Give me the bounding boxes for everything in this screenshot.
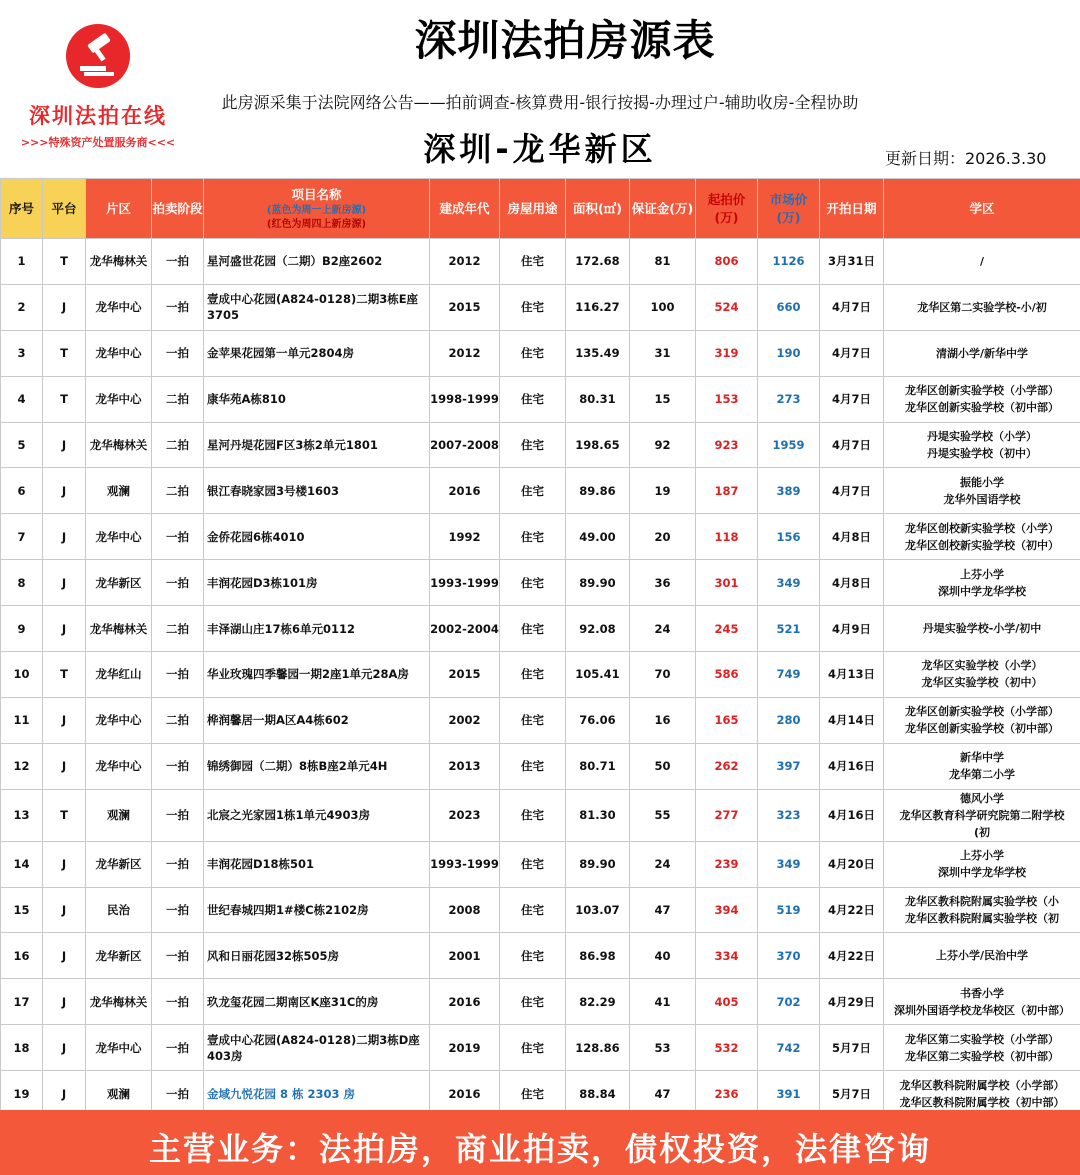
- cell-no: 1: [1, 239, 43, 285]
- cell-start-price: 524: [696, 284, 758, 330]
- cell-built: 2008: [430, 887, 500, 933]
- cell-built: 2002-2004: [430, 606, 500, 652]
- cell-start-price: 319: [696, 330, 758, 376]
- cell-market-price: 389: [758, 468, 820, 514]
- table-row: [1, 606, 1080, 652]
- cell-stage: 一拍: [152, 887, 204, 933]
- cell-size: 103.07: [566, 887, 630, 933]
- cell-stage: 二拍: [152, 697, 204, 743]
- cell-built: 1992: [430, 514, 500, 560]
- cell-usage: 住宅: [500, 1025, 566, 1071]
- cell-size: 116.27: [566, 284, 630, 330]
- cell-area: 民治: [86, 887, 152, 933]
- cell-size: 76.06: [566, 697, 630, 743]
- cell-stage: 一拍: [152, 330, 204, 376]
- cell-built: 2002: [430, 697, 500, 743]
- cell-size: 81.30: [566, 789, 630, 841]
- cell-platform: J: [43, 1071, 86, 1117]
- cell-usage: 住宅: [500, 239, 566, 285]
- cell-deposit: 50: [630, 743, 696, 789]
- cell-no: 12: [1, 743, 43, 789]
- cell-school: 德风小学 龙华区教育科学研究院第二附学校 (初: [884, 789, 1080, 841]
- cell-school: 清湖小学/新华中学: [884, 330, 1080, 376]
- col-stage: 拍卖阶段: [152, 179, 204, 239]
- cell-school: 龙华区教科院附属学校（小学部） 龙华区教科院附属学校（初中部）: [884, 1071, 1080, 1117]
- cell-usage: 住宅: [500, 514, 566, 560]
- cell-start-price: 187: [696, 468, 758, 514]
- cell-deposit: 19: [630, 468, 696, 514]
- cell-school: 丹堤实验学校（小学） 丹堤实验学校（初中）: [884, 422, 1080, 468]
- cell-auction-date: 4月16日: [820, 743, 884, 789]
- cell-school: 上芬小学 深圳中学龙华学校: [884, 560, 1080, 606]
- cell-market-price: 749: [758, 652, 820, 698]
- cell-no: 9: [1, 606, 43, 652]
- table-row: [1, 789, 1080, 841]
- listing-table: [0, 178, 1080, 1117]
- table-row: [1, 841, 1080, 887]
- table-row: [1, 697, 1080, 743]
- col-built: 建成年代: [430, 179, 500, 239]
- cell-stage: 一拍: [152, 652, 204, 698]
- cell-start-price: 532: [696, 1025, 758, 1071]
- cell-area: 龙华中心: [86, 514, 152, 560]
- cell-school: 新华中学 龙华第二小学: [884, 743, 1080, 789]
- cell-start-price: 239: [696, 841, 758, 887]
- cell-area: 观澜: [86, 468, 152, 514]
- cell-school: 上芬小学/民治中学: [884, 933, 1080, 979]
- cell-project: 玖龙玺花园二期南区K座31C的房: [204, 979, 430, 1025]
- cell-built: 2016: [430, 979, 500, 1025]
- cell-area: 龙华梅林关: [86, 606, 152, 652]
- cell-project: 风和日丽花园32栋505房: [204, 933, 430, 979]
- col-school: 学区: [884, 179, 1080, 239]
- cell-area: 龙华梅林关: [86, 979, 152, 1025]
- cell-school: 龙华区第二实验学校-小/初: [884, 284, 1080, 330]
- cell-market-price: 273: [758, 376, 820, 422]
- cell-market-price: 1126: [758, 239, 820, 285]
- cell-market-price: 702: [758, 979, 820, 1025]
- cell-project: 金侨花园6栋4010: [204, 514, 430, 560]
- cell-no: 13: [1, 789, 43, 841]
- col-usage: 房屋用途: [500, 179, 566, 239]
- cell-deposit: 24: [630, 841, 696, 887]
- cell-deposit: 81: [630, 239, 696, 285]
- cell-project: 星河盛世花园（二期）B2座2602: [204, 239, 430, 285]
- cell-start-price: 586: [696, 652, 758, 698]
- table-row: [1, 1025, 1080, 1071]
- cell-deposit: 24: [630, 606, 696, 652]
- cell-area: 龙华新区: [86, 841, 152, 887]
- cell-no: 11: [1, 697, 43, 743]
- table-row: [1, 376, 1080, 422]
- cell-no: 19: [1, 1071, 43, 1117]
- cell-platform: T: [43, 376, 86, 422]
- cell-size: 80.71: [566, 743, 630, 789]
- cell-size: 86.98: [566, 933, 630, 979]
- cell-stage: 一拍: [152, 841, 204, 887]
- cell-no: 18: [1, 1025, 43, 1071]
- region-title: 深圳-龙华新区: [423, 130, 657, 168]
- cell-stage: 一拍: [152, 284, 204, 330]
- cell-usage: 住宅: [500, 468, 566, 514]
- cell-stage: 二拍: [152, 606, 204, 652]
- cell-school: 龙华区创新实验学校（小学部） 龙华区创新实验学校（初中部）: [884, 697, 1080, 743]
- cell-usage: 住宅: [500, 697, 566, 743]
- cell-auction-date: 5月7日: [820, 1025, 884, 1071]
- table-row: [1, 422, 1080, 468]
- cell-size: 80.31: [566, 376, 630, 422]
- cell-market-price: 349: [758, 841, 820, 887]
- cell-start-price: 262: [696, 743, 758, 789]
- cell-project: 华业玫瑰四季馨园一期2座1单元28A房: [204, 652, 430, 698]
- cell-project: 锦绣御园（二期）8栋B座2单元4H: [204, 743, 430, 789]
- cell-start-price: 334: [696, 933, 758, 979]
- col-auction-date: 开拍日期: [820, 179, 884, 239]
- cell-deposit: 41: [630, 979, 696, 1025]
- cell-usage: 住宅: [500, 789, 566, 841]
- cell-stage: 一拍: [152, 789, 204, 841]
- cell-size: 82.29: [566, 979, 630, 1025]
- cell-auction-date: 4月22日: [820, 933, 884, 979]
- cell-area: 观澜: [86, 1071, 152, 1117]
- logo-name: 深圳法拍在线: [29, 104, 167, 128]
- cell-project: 金苹果花园第一单元2804房: [204, 330, 430, 376]
- cell-platform: J: [43, 933, 86, 979]
- col-project-note-blue: (蓝色为周一上新房源): [266, 204, 367, 216]
- cell-school: 书香小学 深圳外国语学校龙华校区（初中部）: [884, 979, 1080, 1025]
- cell-school: 龙华区创校新实验学校（小学） 龙华区创校新实验学校（初中）: [884, 514, 1080, 560]
- cell-start-price: 277: [696, 789, 758, 841]
- cell-market-price: 323: [758, 789, 820, 841]
- cell-stage: 二拍: [152, 376, 204, 422]
- cell-school: 龙华区实验学校（小学） 龙华区实验学校（初中）: [884, 652, 1080, 698]
- cell-project: 星河丹堤花园F区3栋2单元1801: [204, 422, 430, 468]
- cell-usage: 住宅: [500, 841, 566, 887]
- cell-project: 桦润馨居一期A区A4栋602: [204, 697, 430, 743]
- cell-auction-date: 4月9日: [820, 606, 884, 652]
- table-row: [1, 239, 1080, 285]
- cell-deposit: 70: [630, 652, 696, 698]
- cell-no: 2: [1, 284, 43, 330]
- cell-size: 92.08: [566, 606, 630, 652]
- cell-usage: 住宅: [500, 652, 566, 698]
- cell-no: 8: [1, 560, 43, 606]
- cell-platform: J: [43, 841, 86, 887]
- cell-usage: 住宅: [500, 743, 566, 789]
- cell-deposit: 40: [630, 933, 696, 979]
- cell-no: 17: [1, 979, 43, 1025]
- table-row: [1, 652, 1080, 698]
- cell-deposit: 36: [630, 560, 696, 606]
- cell-no: 6: [1, 468, 43, 514]
- cell-size: 105.41: [566, 652, 630, 698]
- table-row: [1, 979, 1080, 1025]
- col-size: 面积(㎡): [566, 179, 630, 239]
- cell-built: 1993-1999: [430, 560, 500, 606]
- cell-start-price: 245: [696, 606, 758, 652]
- cell-built: 2019: [430, 1025, 500, 1071]
- cell-deposit: 31: [630, 330, 696, 376]
- cell-auction-date: 4月16日: [820, 789, 884, 841]
- cell-project: 世纪春城四期1#楼C栋2102房: [204, 887, 430, 933]
- cell-no: 4: [1, 376, 43, 422]
- cell-built: 2012: [430, 239, 500, 285]
- cell-market-price: 349: [758, 560, 820, 606]
- cell-deposit: 47: [630, 887, 696, 933]
- cell-built: 2015: [430, 652, 500, 698]
- cell-deposit: 92: [630, 422, 696, 468]
- cell-platform: J: [43, 422, 86, 468]
- cell-auction-date: 4月8日: [820, 514, 884, 560]
- cell-stage: 一拍: [152, 743, 204, 789]
- cell-market-price: 370: [758, 933, 820, 979]
- cell-size: 88.84: [566, 1071, 630, 1117]
- cell-stage: 一拍: [152, 1071, 204, 1117]
- cell-usage: 住宅: [500, 979, 566, 1025]
- cell-auction-date: 4月7日: [820, 330, 884, 376]
- update-date: 更新日期：2026.3.30: [885, 149, 1047, 168]
- col-deposit: 保证金(万): [630, 179, 696, 239]
- cell-deposit: 47: [630, 1071, 696, 1117]
- cell-market-price: 1959: [758, 422, 820, 468]
- cell-auction-date: 4月7日: [820, 376, 884, 422]
- col-area: 片区: [86, 179, 152, 239]
- cell-project: 银江春晓家园3号楼1603: [204, 468, 430, 514]
- cell-deposit: 100: [630, 284, 696, 330]
- cell-size: 89.86: [566, 468, 630, 514]
- cell-usage: 住宅: [500, 1071, 566, 1117]
- cell-built: 2001: [430, 933, 500, 979]
- cell-stage: 二拍: [152, 422, 204, 468]
- cell-platform: J: [43, 514, 86, 560]
- col-market-price: 市场价(万): [758, 179, 820, 239]
- cell-start-price: 806: [696, 239, 758, 285]
- cell-start-price: 923: [696, 422, 758, 468]
- cell-start-price: 165: [696, 697, 758, 743]
- cell-platform: J: [43, 560, 86, 606]
- cell-stage: 一拍: [152, 560, 204, 606]
- cell-no: 3: [1, 330, 43, 376]
- footer-text: 主营业务：法拍房，商业拍卖，债权投资，法律咨询: [148, 1130, 931, 1168]
- cell-area: 龙华梅林关: [86, 422, 152, 468]
- cell-stage: 一拍: [152, 239, 204, 285]
- table-row: [1, 887, 1080, 933]
- cell-area: 龙华新区: [86, 560, 152, 606]
- table-header-row: [1, 179, 1080, 239]
- col-project: [204, 179, 430, 239]
- cell-no: 10: [1, 652, 43, 698]
- cell-start-price: 394: [696, 887, 758, 933]
- cell-platform: J: [43, 697, 86, 743]
- cell-area: 龙华中心: [86, 697, 152, 743]
- cell-usage: 住宅: [500, 330, 566, 376]
- cell-area: 观澜: [86, 789, 152, 841]
- cell-deposit: 55: [630, 789, 696, 841]
- table-row: [1, 560, 1080, 606]
- cell-stage: 一拍: [152, 514, 204, 560]
- cell-built: 2016: [430, 1071, 500, 1117]
- cell-built: 2016: [430, 468, 500, 514]
- table-row: [1, 284, 1080, 330]
- cell-area: 龙华新区: [86, 933, 152, 979]
- cell-auction-date: 4月13日: [820, 652, 884, 698]
- cell-auction-date: 4月14日: [820, 697, 884, 743]
- cell-school: 龙华区创新实验学校（小学部） 龙华区创新实验学校（初中部）: [884, 376, 1080, 422]
- cell-market-price: 190: [758, 330, 820, 376]
- cell-start-price: 405: [696, 979, 758, 1025]
- cell-usage: 住宅: [500, 606, 566, 652]
- cell-deposit: 16: [630, 697, 696, 743]
- page-title: 深圳法拍房源表: [414, 16, 716, 65]
- cell-no: 14: [1, 841, 43, 887]
- cell-area: 龙华中心: [86, 330, 152, 376]
- cell-school: 上芬小学 深圳中学龙华学校: [884, 841, 1080, 887]
- cell-usage: 住宅: [500, 376, 566, 422]
- header: [0, 0, 1080, 178]
- col-project-label: 项目名称: [291, 186, 342, 202]
- cell-usage: 住宅: [500, 933, 566, 979]
- cell-area: 龙华中心: [86, 284, 152, 330]
- cell-platform: J: [43, 1025, 86, 1071]
- cell-platform: T: [43, 330, 86, 376]
- cell-auction-date: 4月7日: [820, 468, 884, 514]
- cell-area: 龙华中心: [86, 743, 152, 789]
- cell-project: 丰泽湖山庄17栋6单元0112: [204, 606, 430, 652]
- cell-start-price: 301: [696, 560, 758, 606]
- cell-no: 16: [1, 933, 43, 979]
- cell-market-price: 742: [758, 1025, 820, 1071]
- table-row: [1, 933, 1080, 979]
- cell-deposit: 15: [630, 376, 696, 422]
- gavel-icon: [66, 24, 130, 88]
- cell-market-price: 519: [758, 887, 820, 933]
- cell-stage: 二拍: [152, 468, 204, 514]
- cell-project: 丰润花园D3栋101房: [204, 560, 430, 606]
- footer-banner: [0, 1110, 1080, 1175]
- table-row: [1, 468, 1080, 514]
- cell-auction-date: 4月22日: [820, 887, 884, 933]
- table-row: [1, 514, 1080, 560]
- cell-auction-date: 4月20日: [820, 841, 884, 887]
- cell-stage: 一拍: [152, 933, 204, 979]
- cell-school: 龙华区教科院附属实验学校（小 龙华区教科院附属实验学校（初: [884, 887, 1080, 933]
- cell-auction-date: 5月7日: [820, 1071, 884, 1117]
- cell-market-price: 280: [758, 697, 820, 743]
- cell-market-price: 397: [758, 743, 820, 789]
- cell-auction-date: 4月8日: [820, 560, 884, 606]
- cell-area: 龙华梅林关: [86, 239, 152, 285]
- cell-market-price: 391: [758, 1071, 820, 1117]
- cell-start-price: 236: [696, 1071, 758, 1117]
- cell-built: 1998-1999: [430, 376, 500, 422]
- cell-market-price: 660: [758, 284, 820, 330]
- cell-built: 2012: [430, 330, 500, 376]
- table-row: [1, 330, 1080, 376]
- cell-built: 1993-1999: [430, 841, 500, 887]
- cell-usage: 住宅: [500, 422, 566, 468]
- col-no: 序号: [1, 179, 43, 239]
- col-project-note-red: (红色为周四上新房源): [266, 218, 367, 230]
- cell-platform: J: [43, 284, 86, 330]
- cell-size: 49.00: [566, 514, 630, 560]
- logo-tagline: >>>特殊资产处置服务商<<<: [20, 136, 176, 149]
- cell-stage: 一拍: [152, 979, 204, 1025]
- cell-no: 5: [1, 422, 43, 468]
- cell-platform: J: [43, 979, 86, 1025]
- cell-school: /: [884, 239, 1080, 285]
- cell-auction-date: 4月7日: [820, 284, 884, 330]
- col-start-price: 起拍价(万): [696, 179, 758, 239]
- cell-platform: J: [43, 468, 86, 514]
- cell-built: 2013: [430, 743, 500, 789]
- cell-deposit: 53: [630, 1025, 696, 1071]
- table-row: [1, 743, 1080, 789]
- cell-platform: J: [43, 606, 86, 652]
- cell-built: 2015: [430, 284, 500, 330]
- cell-market-price: 156: [758, 514, 820, 560]
- cell-built: 2023: [430, 789, 500, 841]
- cell-project: 北宸之光家园1栋1单元4903房: [204, 789, 430, 841]
- cell-platform: T: [43, 239, 86, 285]
- cell-platform: J: [43, 743, 86, 789]
- cell-project: 金域九悦花园 8 栋 2303 房: [204, 1071, 430, 1117]
- cell-built: 2007-2008: [430, 422, 500, 468]
- cell-no: 7: [1, 514, 43, 560]
- cell-project: 壹成中心花园(A824-0128)二期3栋E座3705: [204, 284, 430, 330]
- cell-size: 89.90: [566, 560, 630, 606]
- cell-size: 198.65: [566, 422, 630, 468]
- cell-project: 康华苑A栋810: [204, 376, 430, 422]
- col-platform: 平台: [43, 179, 86, 239]
- page-subtitle: 此房源采集于法院网络公告——拍前调查-核算费用-银行按揭-办理过户-辅助收房-全程协助: [221, 93, 859, 112]
- cell-project: 丰润花园D18栋501: [204, 841, 430, 887]
- cell-platform: T: [43, 652, 86, 698]
- cell-size: 172.68: [566, 239, 630, 285]
- cell-platform: T: [43, 789, 86, 841]
- cell-school: 丹堤实验学校-小学/初中: [884, 606, 1080, 652]
- cell-auction-date: 4月29日: [820, 979, 884, 1025]
- cell-deposit: 20: [630, 514, 696, 560]
- cell-platform: J: [43, 887, 86, 933]
- cell-size: 128.86: [566, 1025, 630, 1071]
- cell-size: 89.90: [566, 841, 630, 887]
- cell-auction-date: 3月31日: [820, 239, 884, 285]
- cell-start-price: 153: [696, 376, 758, 422]
- cell-size: 135.49: [566, 330, 630, 376]
- cell-auction-date: 4月7日: [820, 422, 884, 468]
- cell-no: 15: [1, 887, 43, 933]
- cell-usage: 住宅: [500, 284, 566, 330]
- cell-stage: 一拍: [152, 1025, 204, 1071]
- cell-project: 壹成中心花园(A824-0128)二期3栋D座403房: [204, 1025, 430, 1071]
- cell-start-price: 118: [696, 514, 758, 560]
- cell-usage: 住宅: [500, 887, 566, 933]
- cell-area: 龙华红山: [86, 652, 152, 698]
- cell-area: 龙华中心: [86, 1025, 152, 1071]
- cell-usage: 住宅: [500, 560, 566, 606]
- cell-area: 龙华中心: [86, 376, 152, 422]
- cell-market-price: 521: [758, 606, 820, 652]
- cell-school: 振能小学 龙华外国语学校: [884, 468, 1080, 514]
- cell-school: 龙华区第二实验学校（小学部） 龙华区第二实验学校（初中部）: [884, 1025, 1080, 1071]
